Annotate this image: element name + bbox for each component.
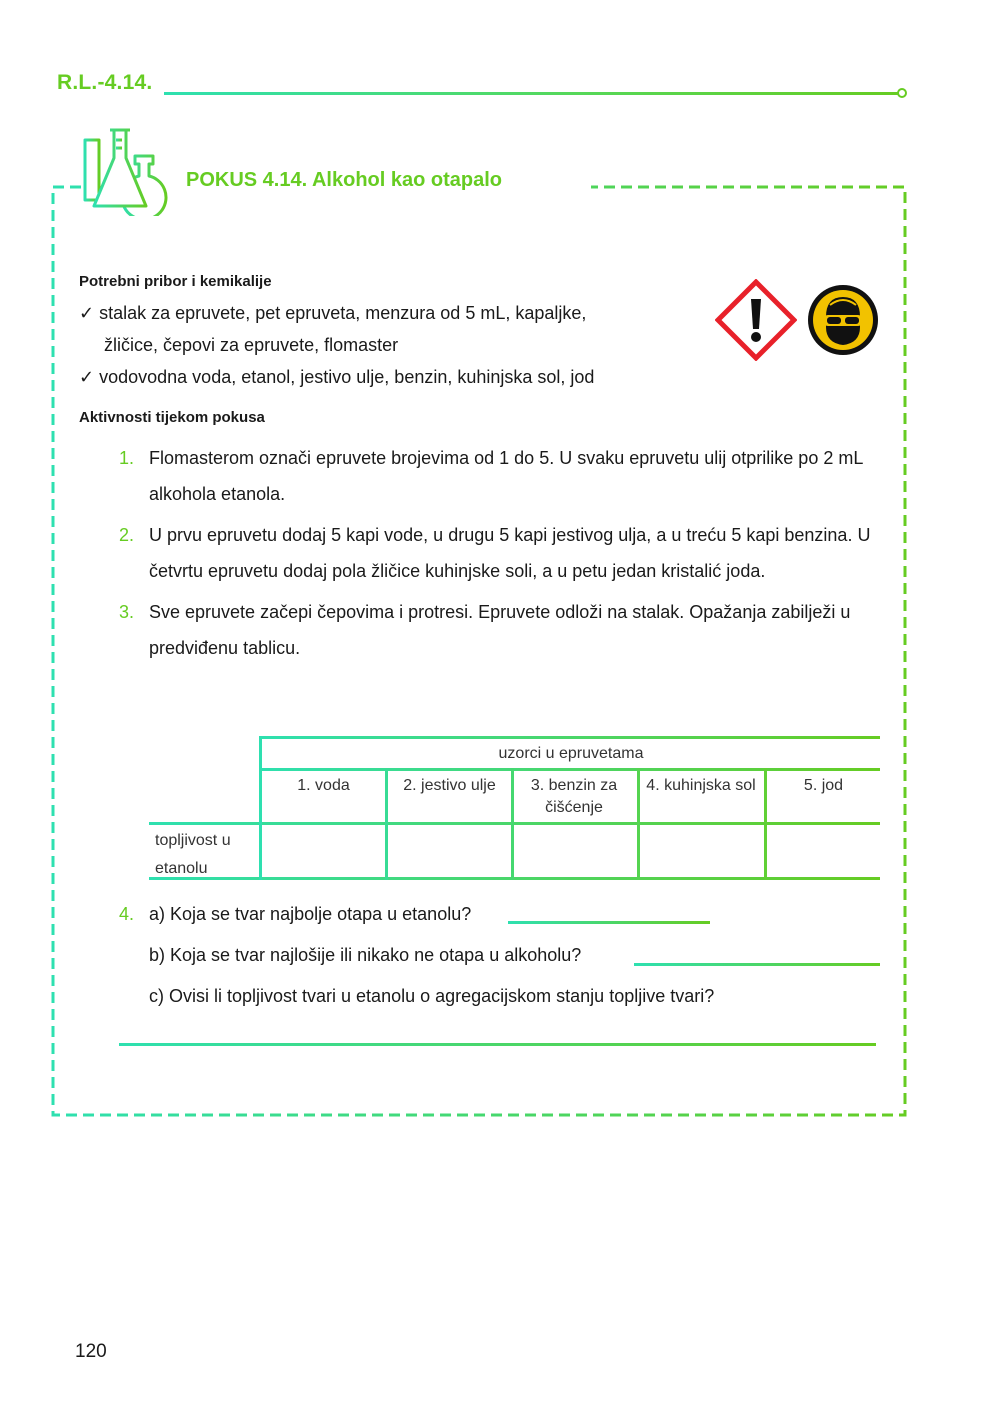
column-header: 5. jod bbox=[803, 777, 844, 794]
row-label: topljivost u etanolu bbox=[155, 832, 231, 877]
header-rule bbox=[164, 92, 900, 95]
step-number: 3. bbox=[119, 602, 135, 622]
questions-block bbox=[119, 900, 889, 1060]
hazard-exclamation-icon bbox=[715, 279, 797, 361]
column-header: 1. voda bbox=[297, 777, 350, 794]
step-text: Sve epruvete začepi čepovima i protresi. Epruvete odloži na stalak. Opažanja zabilježi u predviđenu tablicu. bbox=[149, 602, 851, 658]
materials-heading: Potrebni pribor i kemikalije bbox=[79, 273, 272, 290]
answer-line-b[interactable] bbox=[634, 963, 880, 966]
question-b: b) Koja se tvar najlošije ili nikako ne otapa u alkoholu? bbox=[149, 945, 582, 965]
question-number: 4. bbox=[119, 904, 135, 924]
table-rule bbox=[259, 768, 880, 771]
answer-cell-voda[interactable] bbox=[262, 825, 385, 877]
table-rule bbox=[259, 736, 880, 739]
step-number: 2. bbox=[119, 525, 135, 545]
question-c: c) Ovisi li topljivost tvari u etanolu o agregacijskom stanju topljive tvari? bbox=[149, 986, 715, 1006]
answer-cell-sol[interactable] bbox=[640, 825, 764, 877]
section-code: R.L.-4.14. bbox=[57, 71, 153, 94]
page-number: 120 bbox=[75, 1341, 107, 1362]
step-text: Flomasterom označi epruvete brojevima od 1 do 5. U svaku epruvetu ulij otprilike po 2 mL alkohola etanola. bbox=[149, 448, 863, 504]
answer-cell-benzin[interactable] bbox=[514, 825, 637, 877]
header-rule-end-dot bbox=[897, 88, 907, 98]
step-text: U prvu epruvetu dodaj 5 kapi vode, u drugu 5 kapi jestivog ulja, a u treću 5 kapi benzina. U četvrtu epruvetu dodaj pola žličice kuhinjske soli, a u petu jedan kristalić joda. bbox=[149, 525, 871, 581]
activities-heading: Aktivnosti tijekom pokusa bbox=[79, 409, 265, 426]
question-a: a) Koja se tvar najbolje otapa u etanolu? bbox=[149, 904, 472, 924]
table-group-header: uzorci u epruvetama bbox=[498, 745, 644, 762]
column-header: 3. benzin za čišćenje bbox=[530, 777, 618, 816]
check-icon: ✓ bbox=[79, 303, 95, 323]
step-item bbox=[119, 595, 889, 666]
safety-goggles-icon bbox=[806, 283, 880, 357]
step-item bbox=[119, 518, 889, 589]
step-item bbox=[119, 441, 889, 512]
materials-item: ✓ stalak za epruvete, pet epruveta, menzura od 5 mL, kapaljke, bbox=[79, 303, 587, 323]
steps-list bbox=[119, 441, 889, 672]
materials-item-continued: žličice, čepovi za epruvete, flomaster bbox=[104, 335, 399, 355]
observation-table bbox=[149, 736, 880, 880]
materials-list bbox=[79, 297, 689, 393]
column-header: 2. jestivo ulje bbox=[403, 777, 496, 794]
step-number: 1. bbox=[119, 448, 135, 468]
answer-line-a[interactable] bbox=[508, 921, 710, 924]
column-header: 4. kuhinjska sol bbox=[646, 777, 756, 794]
flask-icon bbox=[80, 126, 175, 216]
materials-item: ✓ vodovodna voda, etanol, jestivo ulje, benzin, kuhinjska sol, jod bbox=[79, 367, 595, 387]
check-icon: ✓ bbox=[79, 367, 95, 387]
answer-line-c[interactable] bbox=[119, 1043, 876, 1046]
experiment-title: POKUS 4.14. Alkohol kao otapalo bbox=[186, 169, 508, 192]
answer-cell-jod[interactable] bbox=[767, 825, 880, 877]
answer-cell-ulje[interactable] bbox=[388, 825, 511, 877]
